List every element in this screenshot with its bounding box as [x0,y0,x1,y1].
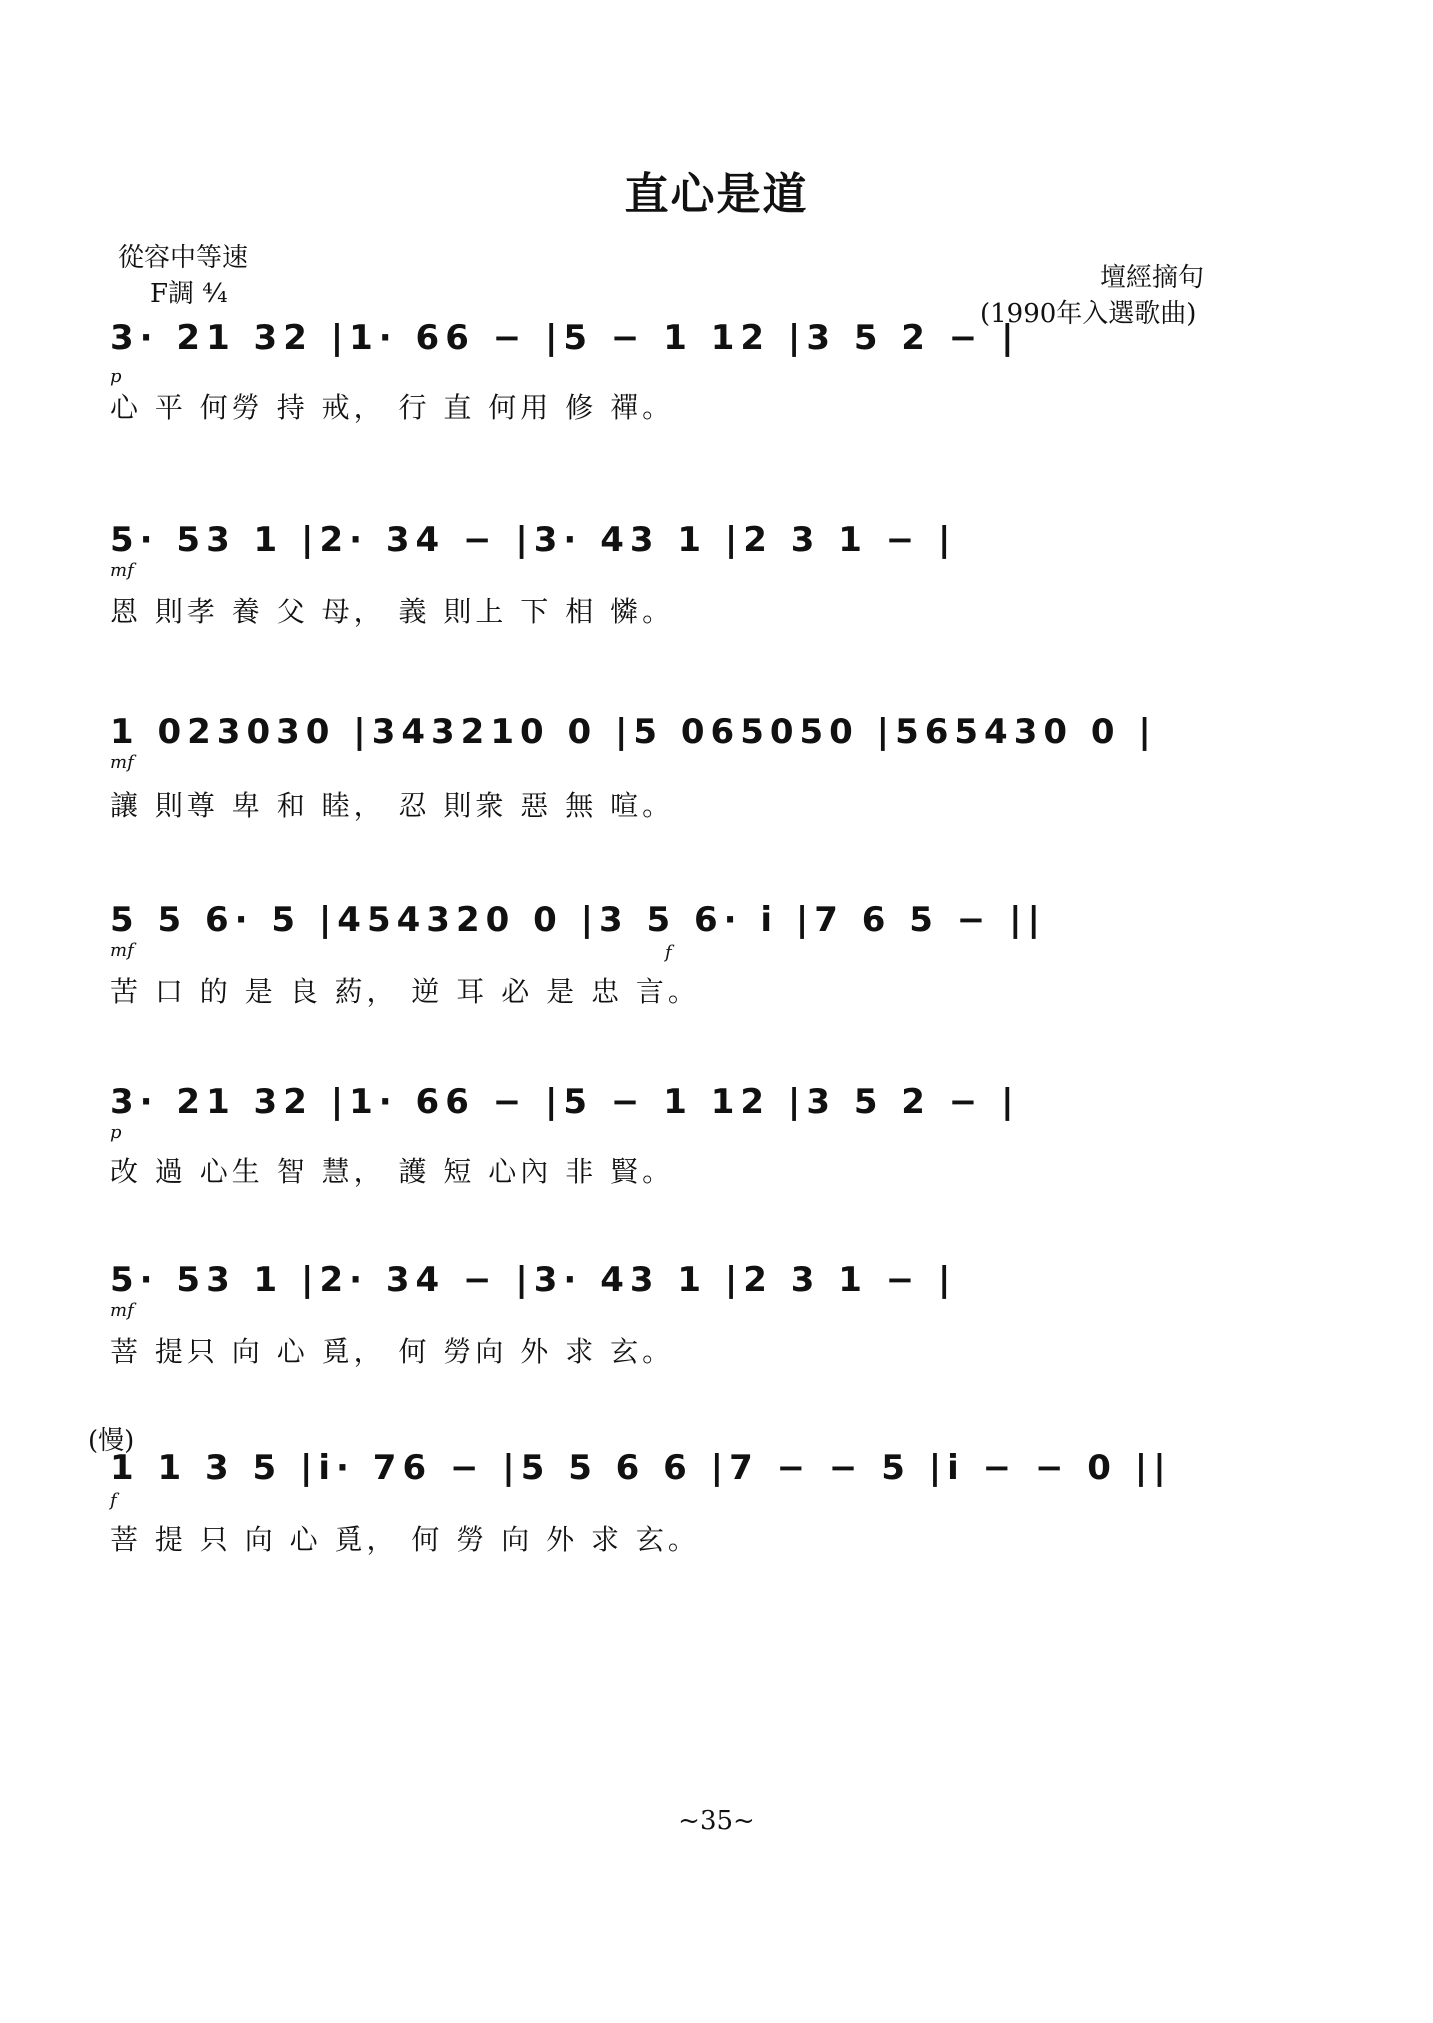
dynamic-marking: mf [110,752,134,773]
dynamic-marking: mf [110,940,134,961]
source-attribution: 壇經摘句 [1100,263,1205,293]
lyric-line: 苦 口 的 是 良 葯， 逆 耳 必 是 忠 言。 [110,975,700,1008]
notation-line: 1 023030 |343210 0 |5 065050 |565430 0 | [110,712,1157,752]
dynamic-marking: p [110,1122,122,1143]
score-header-left [118,240,248,312]
dynamic-marking-forte: f [665,942,672,963]
dynamic-marking: mf [110,1300,134,1321]
dynamic-marking: p [110,366,122,387]
notation-line: 5 5 6· 5 |454320 0 |3 5 6· i |7 6 5 − || [110,900,1046,940]
notation-line: 3· 21 32 |1· 66 − |5 − 1 12 |3 5 2 − | [110,1082,1020,1122]
dynamic-marking: mf [110,560,134,581]
lyric-line: 讓 則尊 卑 和 睦， 忍 則衆 惡 無 喧。 [110,789,675,822]
lyric-line: 心 平 何勞 持 戒， 行 直 何用 修 禪。 [110,391,675,424]
lyric-line: 改 過 心生 智 慧， 護 短 心內 非 賢。 [110,1155,675,1188]
notation-line: 1 1 3 5 |i· 76 − |5 5 6 6 |7 − − 5 |i − − 0 || [110,1448,1172,1488]
notation-line: 3· 21 32 |1· 66 − |5 − 1 12 |3 5 2 − | [110,318,1020,358]
lyric-line: 恩 則孝 養 父 母， 義 則上 下 相 憐。 [110,595,675,628]
slow-marking: (慢) [88,1426,135,1456]
notation-line: 5· 53 1 |2· 34 − |3· 43 1 |2 3 1 − | [110,520,957,560]
selection-note: (1990年入選歌曲) [980,299,1197,329]
key-signature: F調 ⁴⁄₄ [150,279,228,309]
page-number: ~35~ [678,1806,755,1836]
lyric-line: 菩 提只 向 心 覓， 何 勞向 外 求 玄。 [110,1335,675,1368]
notation-line: 5· 53 1 |2· 34 − |3· 43 1 |2 3 1 − | [110,1260,957,1300]
song-title: 直心是道 [624,169,809,220]
lyric-line: 菩 提 只 向 心 覓， 何 勞 向 外 求 玄。 [110,1523,700,1556]
dynamic-marking: f [110,1490,117,1511]
tempo-marking: 從容中等速 [118,243,249,273]
